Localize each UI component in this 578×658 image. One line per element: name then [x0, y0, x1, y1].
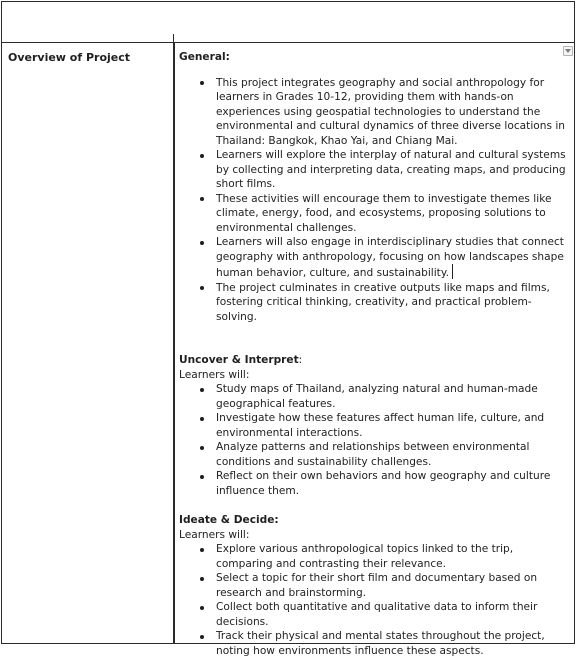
list-item: Reflect on their own behaviors and how geography and culture influence them. — [179, 469, 571, 498]
uncover-heading: Uncover & Interpret — [179, 354, 299, 366]
list-item: This project integrates geography and social anthropology for learners in Grades 10-12, providing them with hands-on experiences using geospatial technologies to understand the environmental and cultural dynamics of three diverse locations in Thailand: Bangkok, Khao Yai, and Chiang Mai. — [179, 76, 571, 149]
ideate-list — [179, 542, 571, 658]
list-item: The project culminates in creative outputs like maps and films, fostering critical thinking, creativity, and practical problem-solving. — [179, 281, 571, 325]
list-item: Collect both quantitative and qualitative data to inform their decisions. — [179, 600, 571, 629]
text-cursor — [452, 264, 453, 279]
list-item: Explore various anthropological topics linked to the trip, comparing and contrasting their relevance. — [179, 542, 571, 571]
ideate-heading: Ideate & Decide: — [179, 514, 279, 526]
list-item-text: Learners will also engage in interdisciplinary studies that connect geography with anthropology, focusing on how landscapes shape human behavior, culture, and sustainability. — [216, 236, 564, 279]
table-header-row — [1, 1, 575, 43]
uncover-intro: Learners will: — [179, 368, 250, 381]
ideate-intro: Learners will: — [179, 528, 250, 541]
list-item: Select a topic for their short film and documentary based on research and brainstorming. — [179, 571, 571, 600]
column-divider-stub — [173, 34, 174, 43]
uncover-heading-line — [179, 353, 571, 368]
overview-content[interactable] — [179, 50, 571, 658]
general-list — [179, 76, 571, 325]
list-item: Study maps of Thailand, analyzing natural and human-made geographical features. — [179, 382, 571, 411]
general-heading: General: — [179, 51, 230, 63]
uncover-heading-colon: : — [298, 354, 303, 366]
list-item: Track their physical and mental states throughout the project, noting how environments influence these aspects. — [179, 629, 571, 658]
list-item — [179, 235, 571, 281]
list-item: These activities will encourage them to investigate themes like climate, energy, food, and ecosystems, proposing solutions to environmental challenges. — [179, 192, 571, 236]
list-item: Learners will explore the interplay of natural and cultural systems by collecting and interpreting data, creating maps, and producing short films. — [179, 148, 571, 192]
list-item: Analyze patterns and relationships between environmental conditions and sustainability challenges. — [179, 440, 571, 469]
column-divider — [173, 43, 175, 644]
list-item: Investigate how these features affect human life, culture, and environmental interactions. — [179, 411, 571, 440]
uncover-list — [179, 382, 571, 498]
row-label: Overview of Project — [8, 51, 131, 64]
